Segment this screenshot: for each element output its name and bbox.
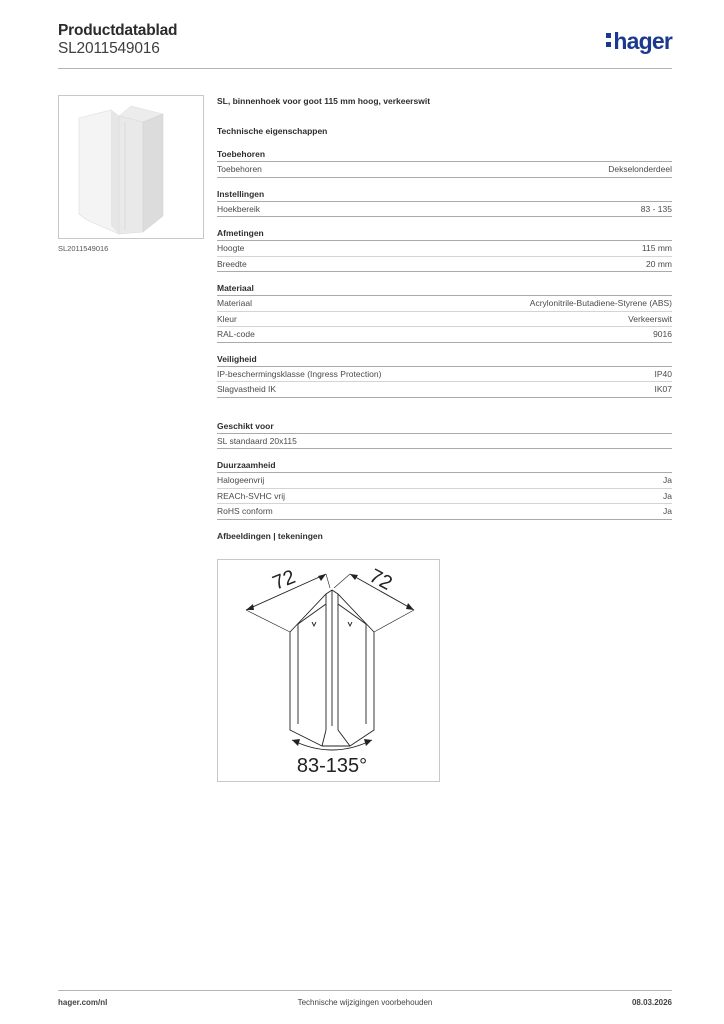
angle-range-label: 83-135° [296,755,368,777]
spec-label: Hoogte [217,243,245,253]
header-divider [58,68,672,69]
spec-label: Kleur [217,313,237,324]
spec-label: RoHS conform [217,506,273,516]
spec-value: 83 - 135 [640,203,672,214]
spec-row [217,162,672,178]
spec-value: 115 mm [641,243,672,253]
inner-corner-product-icon [59,96,203,238]
section-title: Materiaal [217,282,672,296]
spec-section [217,420,672,450]
footer-divider [58,990,672,991]
spec-value: Dekselonderdeel [608,164,672,174]
spec-value: Ja [663,475,672,485]
spec-value: 9016 [653,329,672,339]
dimension-drawing-svg [218,560,439,781]
section-title: Veiligheid [217,353,672,367]
footer-website-link[interactable]: hager.com/nl [58,998,108,1007]
footer-date: 08.03.2026 [631,998,672,1007]
spec-label: Toebehoren [217,164,262,174]
tech-properties-title: Technische eigenschappen [217,126,328,136]
logo-dots-icon [606,33,611,47]
spec-section [217,148,672,178]
spec-section [217,353,672,398]
product-description: SL, binnenhoek voor goot 115 mm hoog, verkeerswit [217,96,431,106]
spec-label: Halogeenvrij [217,475,265,485]
drawings-title: Afbeeldingen | tekeningen [217,530,323,541]
dimension-right-label: 72 [365,564,396,595]
spec-row [217,434,672,450]
spec-row [217,296,672,312]
spec-row [217,504,672,520]
spec-row [217,327,672,343]
spec-value: IP40 [654,368,672,379]
spec-row [217,312,672,328]
spec-label: RAL-code [217,329,255,339]
spec-label: REACh-SVHC vrij [217,490,286,501]
spec-row [217,202,672,218]
spec-label: SL standaard 20x115 [217,435,297,446]
image-caption: SL2011549016 [58,244,109,253]
specifications [217,96,672,544]
dimension-left-label: 72 [269,565,299,595]
section-title: Geschikt voor [217,420,672,434]
page-header [58,22,672,68]
spec-row [217,382,672,398]
spec-label: Breedte [217,258,247,269]
spec-label: Hoekbereik [217,203,260,214]
spec-value: Acrylonitrile-Butadiene-Styrene (ABS) [529,298,672,308]
spec-section [217,188,672,218]
spec-label: Materiaal [217,298,252,308]
spec-value: IK07 [654,384,672,394]
spec-label: IP-beschermingsklasse (Ingress Protection) [217,368,382,379]
footer-disclaimer: Technische wijzigingen voorbehouden [297,998,433,1007]
spec-label: Slagvastheid IK [217,384,277,394]
spec-value: Ja [663,490,672,501]
spec-row [217,489,672,505]
spec-value: Verkeerswit [628,313,672,324]
spec-row [217,257,672,273]
article-number: SL2011549016 [58,40,160,57]
section-title: Afmetingen [217,227,672,241]
spec-value: Ja [663,506,672,516]
section-title: Duurzaamheid [217,459,672,473]
section-title: Instellingen [217,188,672,202]
spec-section [217,227,672,272]
dimension-drawing [217,559,440,782]
hager-logo: hager [606,28,672,55]
section-title: Toebehoren [217,148,672,162]
spec-section [217,282,672,343]
spec-row [217,367,672,383]
spec-section [217,459,672,520]
page-title: Productdatablad [58,22,178,39]
spec-value: 20 mm [646,258,672,269]
spec-row [217,473,672,489]
product-image [58,95,204,239]
spec-row [217,241,672,257]
